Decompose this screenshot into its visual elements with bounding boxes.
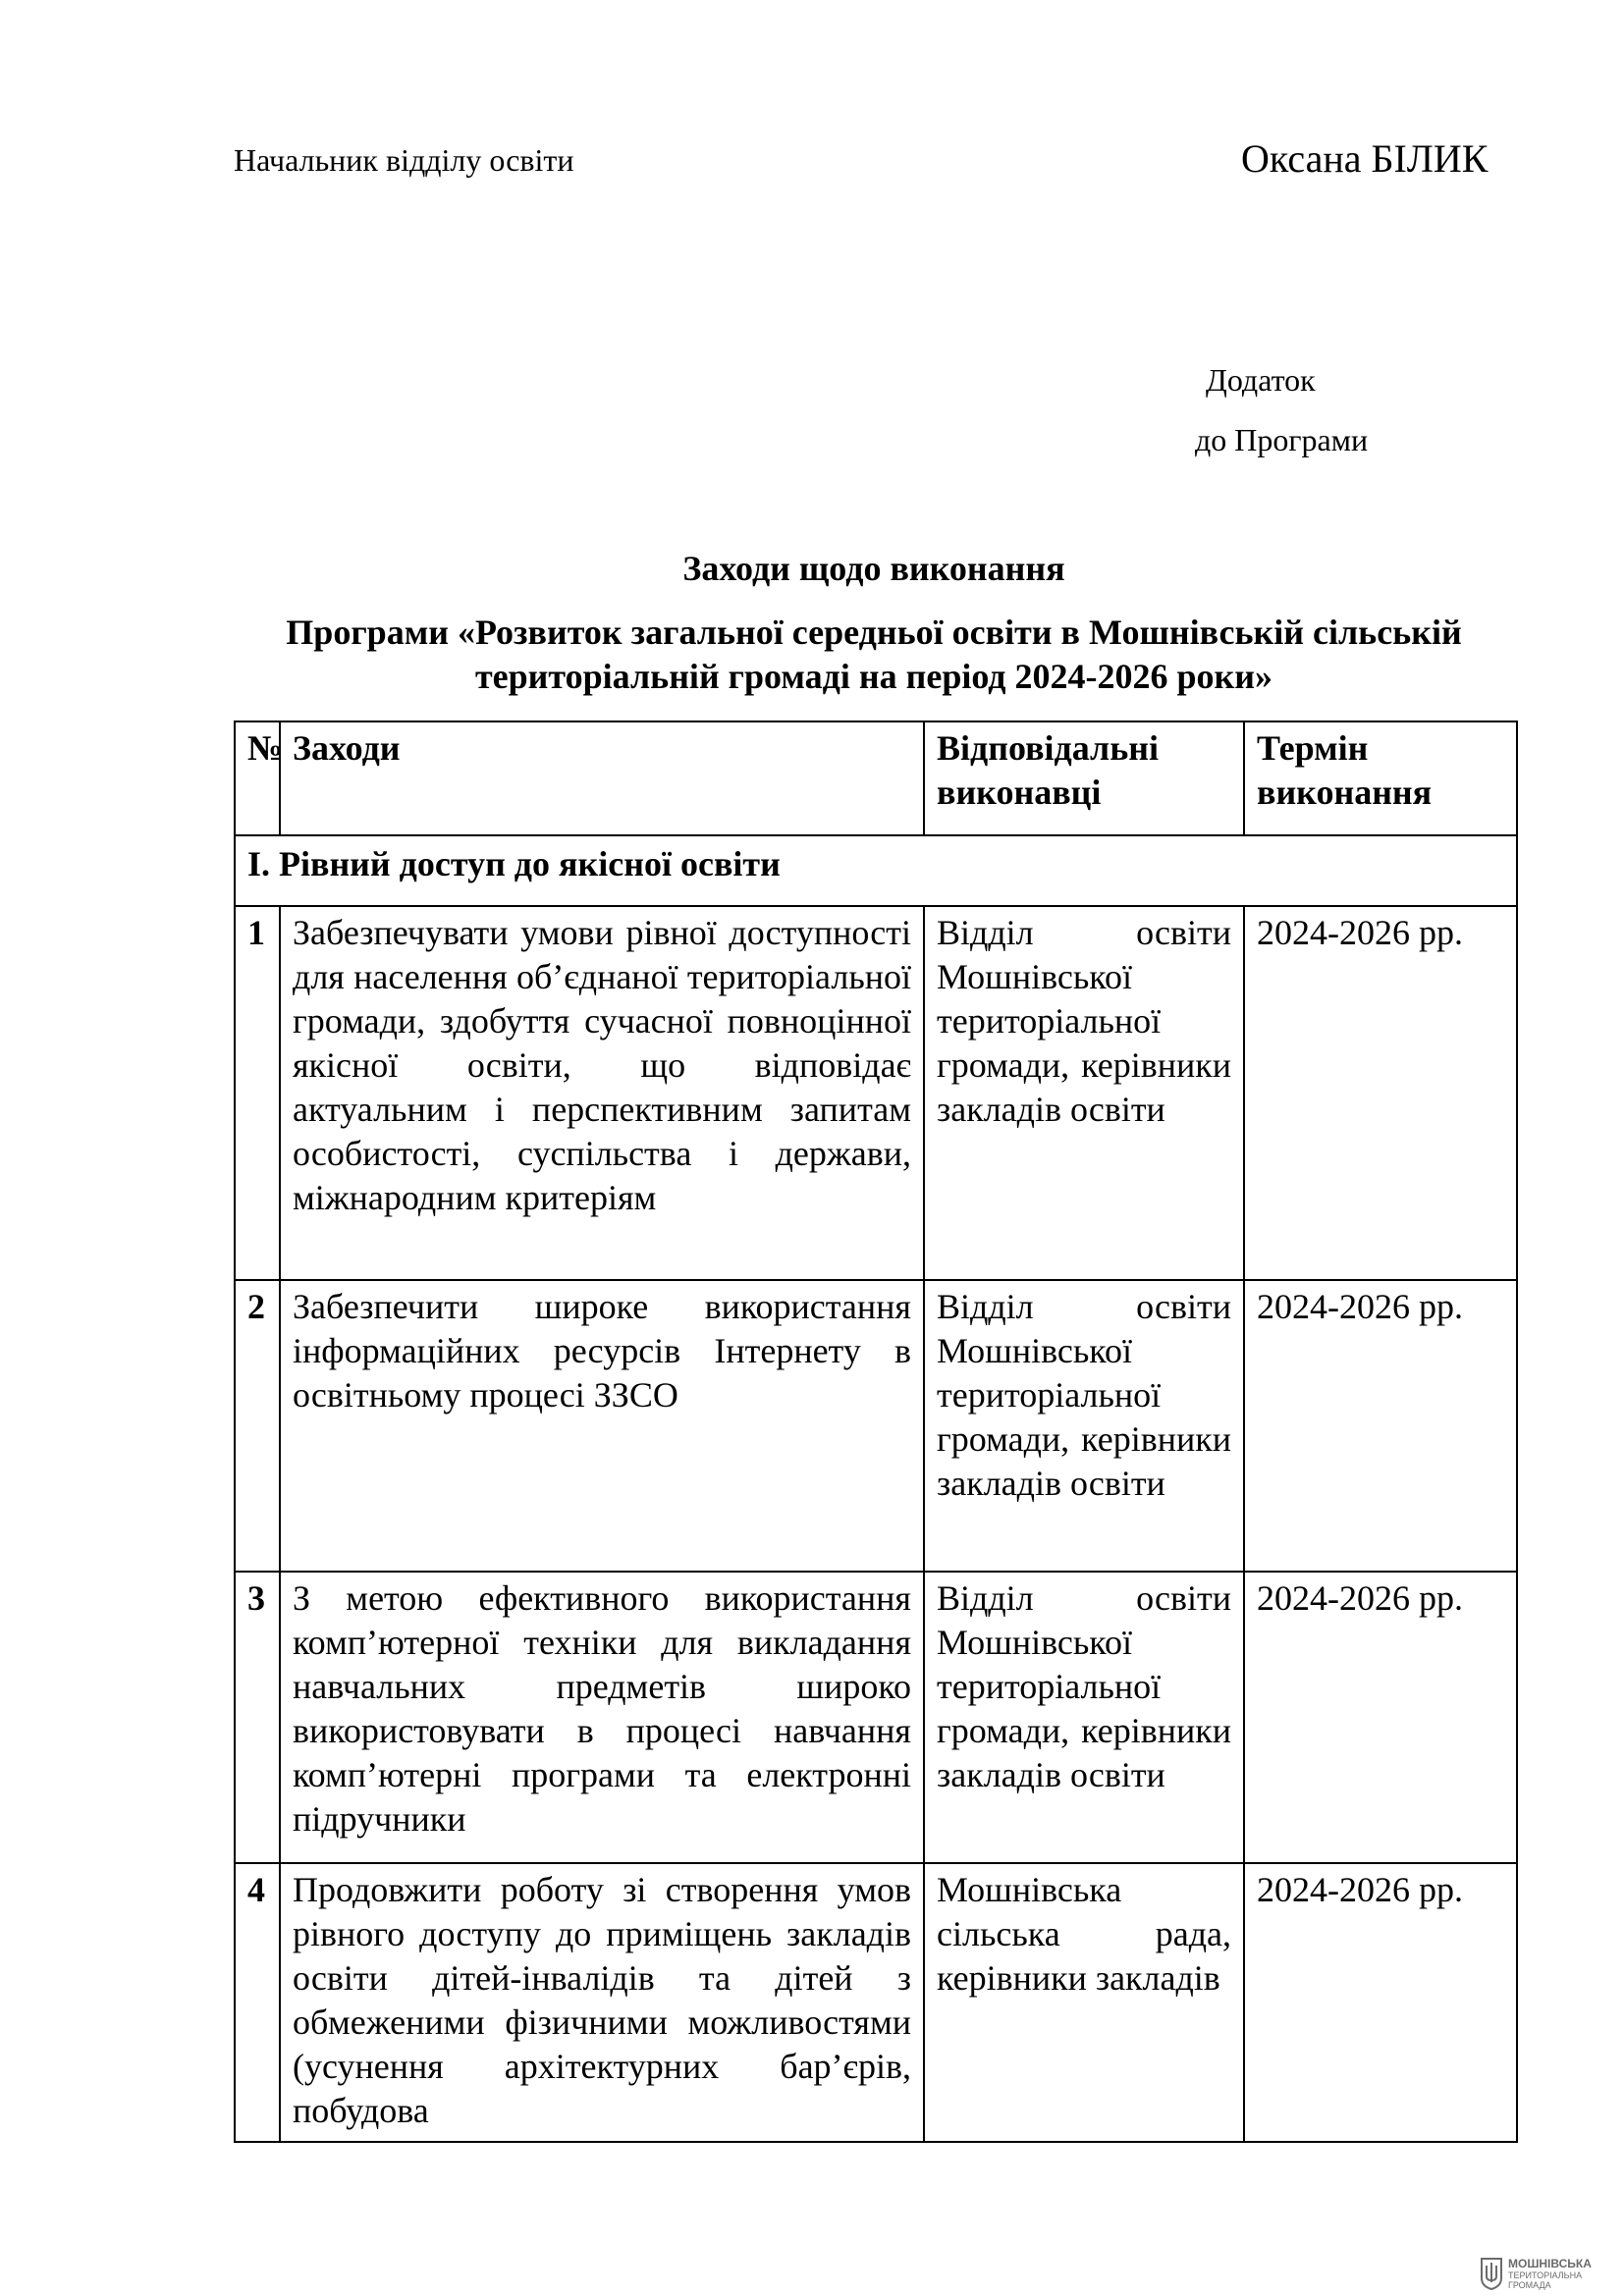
table-row xyxy=(235,1572,1517,1863)
row-number: 3 xyxy=(235,1572,280,1863)
row-number: 4 xyxy=(235,1863,280,2142)
logo-line-2: ТЕРИТОРІАЛЬНА xyxy=(1508,2269,1583,2280)
header-responsible: Відповідальні виконавці xyxy=(924,721,1244,835)
header-measure: Заходи xyxy=(280,721,924,835)
trident-emblem-icon xyxy=(1479,2257,1504,2290)
row-term: 2024-2026 рр. xyxy=(1244,1280,1517,1572)
header-term: Термін виконання xyxy=(1244,721,1517,835)
row-measure: Забезпечити широке використання інформаційних ресурсів Інтернету в освітньому процесі ЗЗСО xyxy=(280,1280,924,1572)
signature-position: Начальник відділу освіти xyxy=(234,142,574,178)
document-title: Заходи щодо виконання xyxy=(682,549,1065,588)
row-number: 2 xyxy=(235,1280,280,1572)
logo-line-3: ГРОМАДА xyxy=(1508,2279,1551,2290)
table-row xyxy=(235,906,1517,1280)
section-row xyxy=(235,835,1517,906)
section-title: І. Рівний доступ до якісної освіти xyxy=(235,835,1517,906)
row-responsible: Мошнівська сільська рада, керівники закладів xyxy=(924,1863,1244,2142)
row-term: 2024-2026 рр. xyxy=(1244,1863,1517,2142)
community-logo xyxy=(1479,2257,1592,2290)
row-measure: З метою ефективного використання комп’ютерної техніки для викладання навчальних предметів широко використовувати в процесі навчання комп’ютерні програми та електронні підручники xyxy=(280,1572,924,1863)
measures-table xyxy=(234,721,1518,2143)
header-num: № xyxy=(235,721,280,835)
row-measure: Продовжити роботу зі створення умов рівного доступу до приміщень закладів освіти дітей-інвалідів та дітей з обмеженими фізичними можливостями (усунення архітектурних бар’єрів, побудова xyxy=(280,1863,924,2142)
table-row xyxy=(235,1863,1517,2142)
appendix-label: Додаток xyxy=(1206,362,1316,398)
row-responsible: Відділ освіти Мошнівської територіальної громади, керівники закладів освіти xyxy=(924,906,1244,1280)
row-responsible: Відділ освіти Мошнівської територіальної громади, керівники закладів освіти xyxy=(924,1280,1244,1572)
table-header-row xyxy=(235,721,1517,835)
logo-line-1: МОШНІВСЬКА xyxy=(1508,2256,1592,2270)
row-responsible: Відділ освіти Мошнівської територіальної громади, керівники закладів освіти xyxy=(924,1572,1244,1863)
row-number: 1 xyxy=(235,906,280,1280)
row-term: 2024-2026 рр. xyxy=(1244,906,1517,1280)
logo-text xyxy=(1508,2258,1592,2290)
document-subtitle: Програми «Розвиток загальної середньої освіти в Мошнівській сільській територіальній громаді на період 2024-2026 роки» xyxy=(286,613,1462,696)
row-measure: Забезпечувати умови рівної доступності для населення об’єднаної територіальної громади, здобуття сучасної повноцінної якісної освіти, що відповідає актуальним і перспективним запитам особистості, суспільства і держави, міжнародним критеріям xyxy=(280,906,924,1280)
table-row xyxy=(235,1280,1517,1572)
appendix-reference: до Програми xyxy=(1195,422,1369,457)
signature-name: Оксана БІЛИК xyxy=(1241,136,1489,181)
row-term: 2024-2026 рр. xyxy=(1244,1572,1517,1863)
